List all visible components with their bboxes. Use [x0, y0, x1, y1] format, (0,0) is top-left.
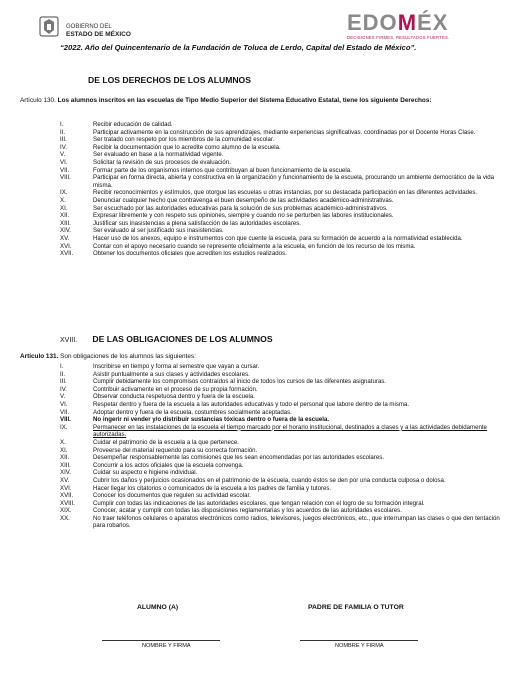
list-item-number: III. — [60, 136, 67, 144]
list-item — [60, 477, 510, 485]
list-item-number: I. — [60, 121, 64, 128]
list-item-number: IX. — [60, 423, 68, 431]
list-item-text: Formar parte de los organismos internos que contribuyan al buen funcionamiento de la escuela. — [93, 166, 352, 174]
list-item-text: Desempeñar responsablemente las comisiones que les sean encomendadas por las autoridades escolares. — [93, 454, 384, 462]
list-item-number: XI. — [60, 204, 68, 212]
list-item-text: Hacer uso de los anexos, equipo e instrumentos con que cuente la escuela, para su formación de acuerdo a la normatividad establecida. — [93, 234, 463, 242]
list-item-text: Ser evaluado al ser justificado sus inasistencias. — [93, 227, 224, 235]
list-item-text: Concurrir a los actos oficiales que la escuela convenga. — [93, 461, 244, 469]
article-130-label: Artículo 130. — [20, 97, 56, 104]
list-item-number: XVI. — [60, 242, 72, 250]
parent-name-sign-caption: NOMBRE Y FIRMA — [335, 643, 384, 649]
rights-list — [60, 121, 510, 258]
parent-signature-line — [300, 640, 418, 641]
list-item-number: IV. — [60, 143, 67, 151]
list-item-number: II. — [60, 370, 66, 378]
student-name-sign-caption: NOMBRE Y FIRMA — [142, 643, 191, 649]
list-item-text: Cuidar su aspecto e higiene individual. — [93, 469, 198, 477]
list-item-text: Conocer, acatar y cumplir con todas las disposiciones reglamentarias y los acuerdos de las autoridades escolares. — [93, 507, 402, 515]
list-item-number: XVIII. — [60, 499, 75, 507]
list-item-text: Justificar sus inasistencias a plena satisfacción de las autoridades escolares. — [93, 219, 301, 227]
list-item-text: Expresar libremente y con respeto sus opiniones, siempre y cuando no se perturben las labores institucionales. — [93, 212, 394, 220]
list-item-number: IV. — [60, 385, 67, 393]
list-item-text: Hacer llegar los citatorios o comunicados de la escuela a los padres de familia y tutores. — [93, 484, 332, 492]
list-item — [60, 424, 510, 439]
list-item-text: Cuidar el patrimonio de la escuela a la que pertenece. — [93, 438, 240, 446]
list-item-number: VII. — [60, 408, 70, 416]
list-item-number: XV. — [60, 234, 70, 242]
article-131-label: Artículo 131. — [20, 353, 59, 360]
list-item — [60, 469, 510, 477]
list-item-number: XI. — [60, 446, 68, 454]
brand-part-b: M — [397, 10, 418, 35]
list-item-text: Ser evaluado en base a la normatividad vigente. — [93, 151, 224, 159]
list-item-text: Respetar dentro y fuera de la escuela a las autoridades educativas y todo el personal que labore dentro de la misma. — [93, 400, 410, 408]
gov-line-1: GOBIERNO DEL — [66, 24, 112, 30]
list-item-text: Contribuir activamente en el proceso de su propia formación. — [93, 385, 258, 393]
list-item-text: Recibir educación de calidad. — [93, 121, 173, 128]
list-item-text: Participar en forma directa, abierta y constructiva en la organización y funcionamiento de la escuela, procurando un ambiente democrático de la vida misma. — [93, 174, 495, 189]
state-coat-of-arms-icon — [38, 14, 60, 40]
list-item — [60, 454, 510, 462]
obligations-heading — [60, 334, 273, 344]
list-item — [60, 386, 510, 394]
list-item — [60, 439, 510, 447]
list-item-text: Cubrir los daños y perjuicios ocasionados en el patrimonio de la escuela, cuando éstos se den por una conducta culposa o dolosa. — [93, 476, 446, 484]
list-item — [60, 515, 510, 530]
list-item — [60, 401, 510, 409]
list-item-number: X. — [60, 438, 66, 446]
brand-tagline: DECISIONES FIRMES, RESULTADOS FUERTES. — [347, 35, 450, 40]
list-item-text: Conocer los documentos que regulen su actividad escolar. — [93, 492, 251, 500]
list-item — [60, 189, 510, 197]
list-item-number: XX. — [60, 514, 70, 522]
list-item — [60, 416, 510, 424]
list-item-number: VII. — [60, 166, 70, 174]
list-item-number: V. — [60, 393, 66, 401]
list-item-number: XIX. — [60, 507, 72, 515]
list-item-number: XVII. — [60, 492, 74, 500]
list-item — [60, 393, 510, 401]
article-130 — [20, 97, 505, 105]
list-item-text: Participar activamente en la construcción de sus aprendizajes, mediante experiencias significativas. coordinadas por el Docente Horas Clase. — [93, 128, 476, 136]
list-item — [60, 235, 510, 243]
list-item-text: No traer teléfonos celulares o aparatos electrónicos como radios, televisores, juegos electrónicos, etc., que interrumpan las clases o que den tentación para robarlos. — [93, 514, 500, 530]
list-item — [60, 144, 510, 152]
list-item-number: XII. — [60, 212, 70, 220]
list-item-number: VI. — [60, 400, 68, 408]
obligations-title-number: XVIII. — [60, 337, 78, 344]
list-item-number: XV. — [60, 476, 70, 484]
list-item-text: Solicitar la revisión de sus procesos de evaluación. — [93, 158, 231, 166]
article-131-text: Son obligaciones de los alumnos las siguientes: — [60, 353, 196, 360]
list-item-text: Adoptar dentro y fuera de la escuela, costumbres socialmente aceptadas. — [93, 408, 292, 416]
list-item-text: No ingerir ni vender y/o distribuir sustancias tóxicas dentro o fuera de la escuela. — [93, 416, 330, 424]
list-item-number: II. — [60, 128, 66, 136]
list-item-number: IX. — [60, 189, 68, 197]
list-item — [60, 447, 510, 455]
list-item — [60, 243, 510, 251]
list-item-number: X. — [60, 196, 66, 204]
government-name — [66, 24, 131, 39]
list-item-text: Recibir reconocimientos y estímulos, que otorgue las escuelas u otras instancias, por su destacada participación en las diferentes actividades. — [93, 189, 478, 197]
gov-line-2: ESTADO DE MÉXICO — [66, 31, 131, 38]
list-item-text: Proveerse del material requerido para su correcta formación. — [93, 446, 258, 454]
list-item — [60, 409, 510, 417]
edomex-brand-logo — [347, 12, 455, 46]
list-item-number: XIII. — [60, 461, 71, 469]
list-item-text: Denunciar cualquier hecho que contravenga el buen desempeño de las actividades académico-administrativas. — [93, 196, 394, 204]
year-motto: “2022. Año del Quincentenario de la Fundación de Toluca de Lerdo, Capital del Estado de México”. — [60, 43, 417, 52]
list-item — [60, 250, 510, 258]
list-item-number: XIV. — [60, 227, 71, 235]
list-item-number: XIII. — [60, 219, 71, 227]
list-item — [60, 151, 510, 159]
list-item-number: III. — [60, 378, 67, 386]
list-item-number: XVI. — [60, 484, 72, 492]
document-header — [0, 0, 523, 52]
student-signature-line — [102, 640, 220, 641]
list-item-text: Observar conducta respetuosa dentro y fuera de la escuela. — [93, 393, 255, 401]
list-item-text: Permanecer en las instalaciones de la escuela el tiempo marcado por el horario institucional, destinados a clases y a las actividades debidamente autorizadas. — [93, 423, 487, 439]
obligations-title: DE LAS OBLIGACIONES DE LOS ALUMNOS — [92, 334, 273, 344]
list-item-number: I. — [60, 363, 64, 370]
list-item — [60, 363, 510, 371]
obligations-list — [60, 363, 510, 530]
list-item-number: V. — [60, 151, 66, 159]
list-item — [60, 212, 510, 220]
list-item — [60, 167, 510, 175]
list-item — [60, 205, 510, 213]
parent-signature-label: PADRE DE FAMILIA O TUTOR — [308, 604, 404, 611]
list-item-number: VIII. — [60, 174, 71, 182]
list-item-text: Ser escuchado por las autoridades educativas para la solución de sus problemas académico-administrativos. — [93, 204, 388, 212]
list-item-text: Asistir puntualmente a sus clases y actividades escolares. — [93, 370, 250, 378]
list-item-number: XIV. — [60, 469, 71, 477]
list-item-text: Obtener los documentos oficiales que acrediten los estudios realizados. — [93, 250, 287, 258]
student-signature-label: ALUMNO (A) — [137, 604, 179, 611]
list-item-number: VIII. — [60, 416, 71, 424]
list-item-text: Ser tratado con respeto por los miembros de la comunidad escolar. — [93, 136, 275, 144]
list-item — [60, 492, 510, 500]
brand-part-c: ÉX — [417, 10, 449, 35]
list-item — [60, 174, 510, 189]
list-item — [60, 500, 510, 508]
list-item-number: VI. — [60, 158, 68, 166]
article-131 — [20, 353, 505, 361]
list-item — [60, 136, 510, 144]
list-item-text: Recibir la documentación que lo acredite como alumno de la escuela. — [93, 143, 281, 151]
rights-title: DE LOS DERECHOS DE LOS ALUMNOS — [88, 75, 251, 85]
list-item — [60, 227, 510, 235]
list-item — [60, 129, 510, 137]
list-item-number: XII. — [60, 454, 70, 462]
list-item-number: XVII. — [60, 250, 74, 258]
list-item — [60, 462, 510, 470]
article-130-text: Los alumnos inscritos en las escuelas de Tipo Medio Superior del Sistema Educativo Estatal, tiene los siguiente Derechos: — [57, 97, 432, 104]
list-item — [60, 121, 510, 129]
list-item — [60, 197, 510, 205]
list-item-text: Cumplir debidamente los compromisos contraídos al inicio de todos los cursos de las diferentes asignaturas. — [93, 378, 386, 386]
brand-part-a: EDO — [347, 10, 398, 35]
list-item — [60, 378, 510, 386]
list-item-text: Contar con el apoyo necesario cuando se represente oficialmente a la escuela, en función de los recurso de los misma. — [93, 242, 416, 250]
list-item-text: Cumplir con todas las indicaciones de las autoridades escolares, que tengan relación con el logro de su formación integral. — [93, 499, 425, 507]
list-item — [60, 485, 510, 493]
list-item — [60, 507, 510, 515]
list-item — [60, 371, 510, 379]
list-item — [60, 159, 510, 167]
list-item — [60, 220, 510, 228]
list-item-text: Inscribirse en tiempo y forma al semestre que vayan a cursar. — [93, 363, 260, 370]
